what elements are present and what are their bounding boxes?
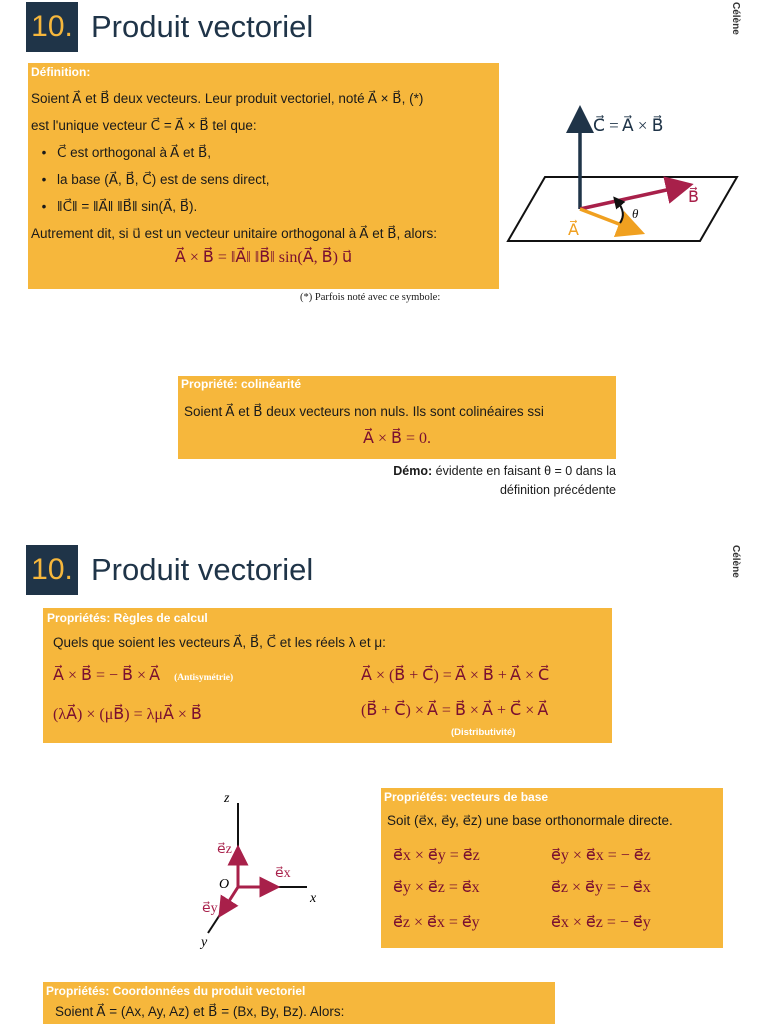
label-b: B⃗: [688, 189, 699, 206]
definition-line2: est l'unique vecteur C⃗ = A⃗ × B⃗ tel que:: [31, 118, 257, 133]
coord-line1: Soient A⃗ = (Ax, Ay, Az) et B⃗ = (Bx, By, Bz). Alors:: [55, 1004, 345, 1019]
definition-line3: Autrement dit, si u⃗ est un vecteur unitaire orthogonal à A⃗ et B⃗, alors:: [31, 226, 438, 241]
colinearite-formula: A⃗ × B⃗ = 0.: [363, 430, 431, 447]
slide2-title: Produit vectoriel: [91, 552, 314, 587]
definition-bullet-2: [31, 170, 496, 190]
base-left-1: e⃗x × e⃗y = e⃗z: [393, 847, 480, 864]
footnote: (*) Parfois noté avec ce symbole:: [300, 292, 441, 303]
base-right-3: e⃗x × e⃗z = − e⃗y: [551, 914, 651, 931]
definition-box: [28, 63, 499, 289]
colinearite-heading: Propriété: colinéarité: [181, 377, 302, 391]
regles-box: [43, 608, 612, 743]
slide2-author: Célène: [730, 545, 741, 578]
base-left-2: e⃗y × e⃗z = e⃗x: [393, 879, 480, 896]
label-a: A⃗: [568, 222, 579, 239]
label-c: C⃗ = A⃗ × B⃗: [593, 116, 664, 135]
coord-box: [43, 982, 555, 1024]
slide1-author: Célène: [730, 2, 741, 35]
cross-product-figure: [505, 105, 745, 250]
bullet-icon: •: [41, 199, 47, 214]
label-ez: e⃗z: [217, 842, 232, 857]
regles-f2: A⃗ × (B⃗ + C⃗) = A⃗ × B⃗ + A⃗ × C⃗: [361, 667, 550, 684]
bullet-text: C⃗ est orthogonal à A⃗ et B⃗,: [57, 145, 212, 160]
coord-heading: Propriétés: Coordonnées du produit vectoriel: [46, 984, 306, 998]
label-ey: e⃗y: [202, 901, 218, 916]
label-ex: e⃗x: [275, 866, 291, 881]
bullet-text: la base (A⃗, B⃗, C⃗) est de sens direct,: [57, 172, 270, 187]
definition-bullet-1: [31, 143, 496, 163]
bullet-icon: •: [41, 145, 47, 160]
slide1-title: Produit vectoriel: [91, 9, 314, 44]
regles-f3: (λA⃗) × (μB⃗) = λμA⃗ × B⃗: [53, 706, 202, 723]
demo-text: évidente en faisant θ = 0 dans la: [435, 464, 616, 478]
slide1-number: 10.: [26, 2, 78, 52]
base-heading: Propriétés: vecteurs de base: [384, 790, 549, 804]
base-right-2: e⃗z × e⃗y = − e⃗x: [551, 879, 651, 896]
definition-bullet-3: [31, 197, 496, 217]
bullet-text: ‖C⃗‖ = ‖A⃗‖ ‖B⃗‖ sin(A⃗, B⃗).: [57, 199, 198, 214]
base-right-1: e⃗y × e⃗x = − e⃗z: [551, 847, 651, 864]
formula-antisym: A⃗ × B⃗ = − B⃗ × A⃗: [53, 667, 161, 684]
definition-formula: A⃗ × B⃗ = ‖A⃗‖ ‖B⃗‖ sin(A⃗, B⃗) u⃗: [174, 249, 353, 266]
regles-f4: (B⃗ + C⃗) × A⃗ = B⃗ × A⃗ + C⃗ × A⃗: [361, 702, 549, 719]
antisym-note: (Antisymétrie): [174, 673, 234, 683]
distrib-note: (Distributivité): [451, 727, 516, 738]
regles-f1: [53, 665, 233, 685]
definition-heading: Définition:: [31, 65, 91, 79]
demo-block: [350, 462, 616, 500]
demo-bold: Démo:: [393, 464, 433, 478]
regles-heading: Propriétés: Règles de calcul: [47, 611, 208, 625]
slide2-number: 10.: [26, 545, 78, 595]
label-theta: θ: [632, 206, 639, 221]
label-o: O: [219, 877, 230, 892]
axes-figure: [195, 785, 335, 950]
colinearite-box: [178, 376, 616, 459]
regles-intro: Quels que soient les vecteurs A⃗, B⃗, C⃗ et les réels λ et μ:: [53, 635, 386, 650]
label-y: y: [201, 935, 208, 950]
definition-line1: Soient A⃗ et B⃗ deux vecteurs. Leur produit vectoriel, noté A⃗ × B⃗, (*): [31, 91, 424, 106]
base-box: [381, 788, 723, 948]
colinearite-line1: Soient A⃗ et B⃗ deux vecteurs non nuls. Ils sont colinéaires ssi: [184, 404, 544, 419]
demo-text2: définition précédente: [499, 483, 616, 497]
base-intro: Soit (e⃗x, e⃗y, e⃗z) une base orthonormale directe.: [387, 813, 673, 828]
base-left-3: e⃗z × e⃗x = e⃗y: [393, 914, 480, 931]
demo-line1: [350, 462, 616, 481]
bullet-icon: •: [41, 172, 47, 187]
label-x: x: [310, 891, 317, 906]
label-z: z: [224, 791, 230, 806]
